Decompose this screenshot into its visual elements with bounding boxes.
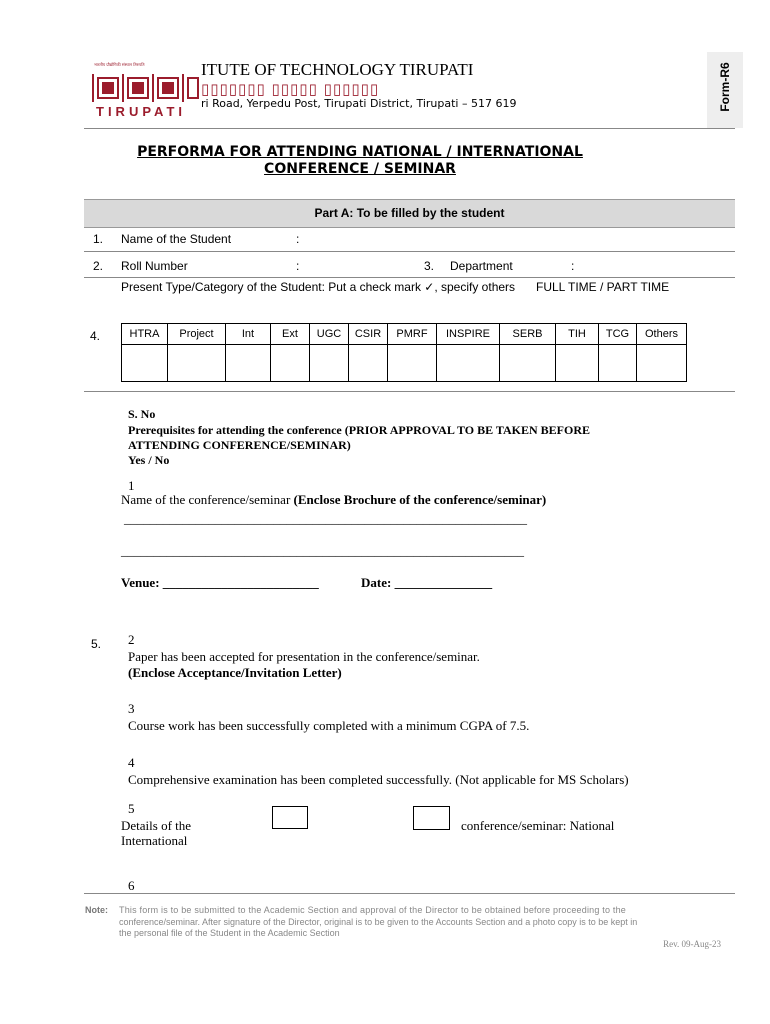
- item5-number: 5: [128, 801, 135, 816]
- part-a-header: [84, 199, 735, 228]
- item4-number: 4: [128, 755, 135, 770]
- category-project: Project: [168, 324, 226, 345]
- checkbox-project[interactable]: [168, 345, 226, 382]
- row2-number: 2.: [93, 259, 104, 273]
- item4-text: Comprehensive examination has been completed successfully. (Not applicable for MS Scholars): [128, 772, 629, 787]
- sno-heading: S. No: [128, 407, 156, 421]
- category-ugc: UGC: [310, 324, 349, 345]
- item2-number: 2: [128, 632, 135, 647]
- note-label: Note:: [85, 905, 108, 915]
- category-inspire: INSPIRE: [437, 324, 500, 345]
- revision-date: Rev. 09-Aug-23: [663, 939, 721, 949]
- item1-number: 1: [128, 478, 135, 493]
- row4-divider: [84, 391, 735, 392]
- item2-text: Paper has been accepted for presentation in the conference/seminar.: [128, 649, 480, 664]
- department-label: Department: [450, 259, 513, 273]
- item5-right-text: conference/seminar: National: [461, 818, 615, 833]
- form-title-line1: PERFORMA FOR ATTENDING NATIONAL / INTERNATIONAL: [137, 144, 583, 160]
- row1-number: 1.: [93, 232, 104, 246]
- institute-hindi-name: ▯▯▯▯▯▯▯ ▯▯▯▯▯ ▯▯▯▯▯▯: [201, 80, 380, 98]
- checkbox-inspire[interactable]: [437, 345, 500, 382]
- part-a-heading: Part A: To be filled by the student: [314, 206, 505, 220]
- form-tag: Form-R6: [718, 62, 732, 112]
- conference-name-line1[interactable]: ______________________________________________________________: [124, 511, 527, 526]
- category-tih: TIH: [556, 324, 599, 345]
- roll-number-label: Roll Number: [121, 259, 188, 273]
- category-pmrf: PMRF: [388, 324, 437, 345]
- checkbox-tih[interactable]: [556, 345, 599, 382]
- row1-divider: [84, 251, 735, 252]
- row3-number: 3.: [424, 259, 435, 273]
- conference-name-line2[interactable]: ______________________________________________________________: [121, 543, 524, 558]
- roll-number-colon: :: [296, 259, 300, 273]
- student-type-instruction: Present Type/Category of the Student: Put a check mark ✓, specify others: [121, 280, 516, 294]
- national-checkbox[interactable]: [413, 806, 450, 830]
- prereq-heading-cont: ATTENDING CONFERENCE/SEMINAR): [128, 438, 351, 452]
- checkbox-int[interactable]: [226, 345, 271, 382]
- note-text-line3: the personal file of the Student in the Academic Section: [119, 928, 340, 938]
- department-colon: :: [571, 259, 575, 273]
- date-field[interactable]: Date: _______________: [361, 575, 493, 590]
- checkbox-others[interactable]: [637, 345, 687, 382]
- checkbox-pmrf[interactable]: [388, 345, 437, 382]
- header-divider: [84, 128, 735, 129]
- item1-text: [121, 492, 546, 508]
- checkbox-serb[interactable]: [500, 345, 556, 382]
- logo-word: TIRUPATI: [96, 104, 187, 119]
- row5-number: 5.: [91, 637, 102, 651]
- venue-field[interactable]: Venue: ________________________: [121, 575, 319, 590]
- logo-pillars-graphic: [88, 70, 200, 102]
- category-htra: HTRA: [122, 324, 168, 345]
- note-text-line1: This form is to be submitted to the Academic Section and approval of the Director to be obtained before proceeding to the: [119, 905, 626, 915]
- item1-bold-note: (Enclose Brochure of the conference/seminar): [293, 492, 547, 507]
- item5-text-line1: Details of the: [121, 818, 192, 833]
- category-ext: Ext: [271, 324, 310, 345]
- checkbox-ext[interactable]: [271, 345, 310, 382]
- category-tcg: TCG: [599, 324, 637, 345]
- logo-small-text: भारतीय प्रौद्योगिकी संस्थान तिरुपति: [94, 62, 145, 67]
- international-checkbox[interactable]: [272, 806, 308, 829]
- note-text-line2: conference/seminar. After signature of the Director, original is to be given to the Accounts Section and a photo copy is to be kept in: [119, 917, 638, 927]
- institute-name: ITUTE OF TECHNOLOGY TIRUPATI: [201, 60, 474, 79]
- row2-divider: [84, 277, 735, 278]
- time-options: FULL TIME / PART TIME: [536, 280, 670, 294]
- category-serb: SERB: [500, 324, 556, 345]
- item3-text: Course work has been successfully completed with a minimum CGPA of 7.5.: [128, 718, 530, 733]
- row4-number: 4.: [90, 329, 101, 343]
- student-name-colon: :: [296, 232, 300, 246]
- category-int: Int: [226, 324, 271, 345]
- checkbox-ugc[interactable]: [310, 345, 349, 382]
- institute-logo: [88, 62, 200, 118]
- footer-divider: [84, 893, 735, 894]
- institute-address: ri Road, Yerpedu Post, Tirupati District, Tirupati – 517 619: [201, 97, 517, 110]
- category-csir: CSIR: [349, 324, 388, 345]
- item3-number: 3: [128, 701, 135, 716]
- student-name-label: Name of the Student: [121, 232, 232, 246]
- category-others: Others: [637, 324, 687, 345]
- checkbox-tcg[interactable]: [599, 345, 637, 382]
- form-title-line2: CONFERENCE / SEMINAR: [264, 161, 456, 177]
- item2-bold-note: (Enclose Acceptance/Invitation Letter): [128, 665, 342, 680]
- yes-no-heading: Yes / No: [128, 453, 170, 467]
- item5-text-line2: International: [121, 833, 188, 848]
- item6-number: 6: [128, 878, 135, 893]
- checkbox-csir[interactable]: [349, 345, 388, 382]
- item1-label: Name of the conference/seminar: [121, 492, 294, 507]
- prereq-heading: Prerequisites for attending the conference (PRIOR APPROVAL TO BE TAKEN BEFORE: [128, 423, 591, 437]
- checkbox-htra[interactable]: [122, 345, 168, 382]
- category-table: [121, 323, 687, 382]
